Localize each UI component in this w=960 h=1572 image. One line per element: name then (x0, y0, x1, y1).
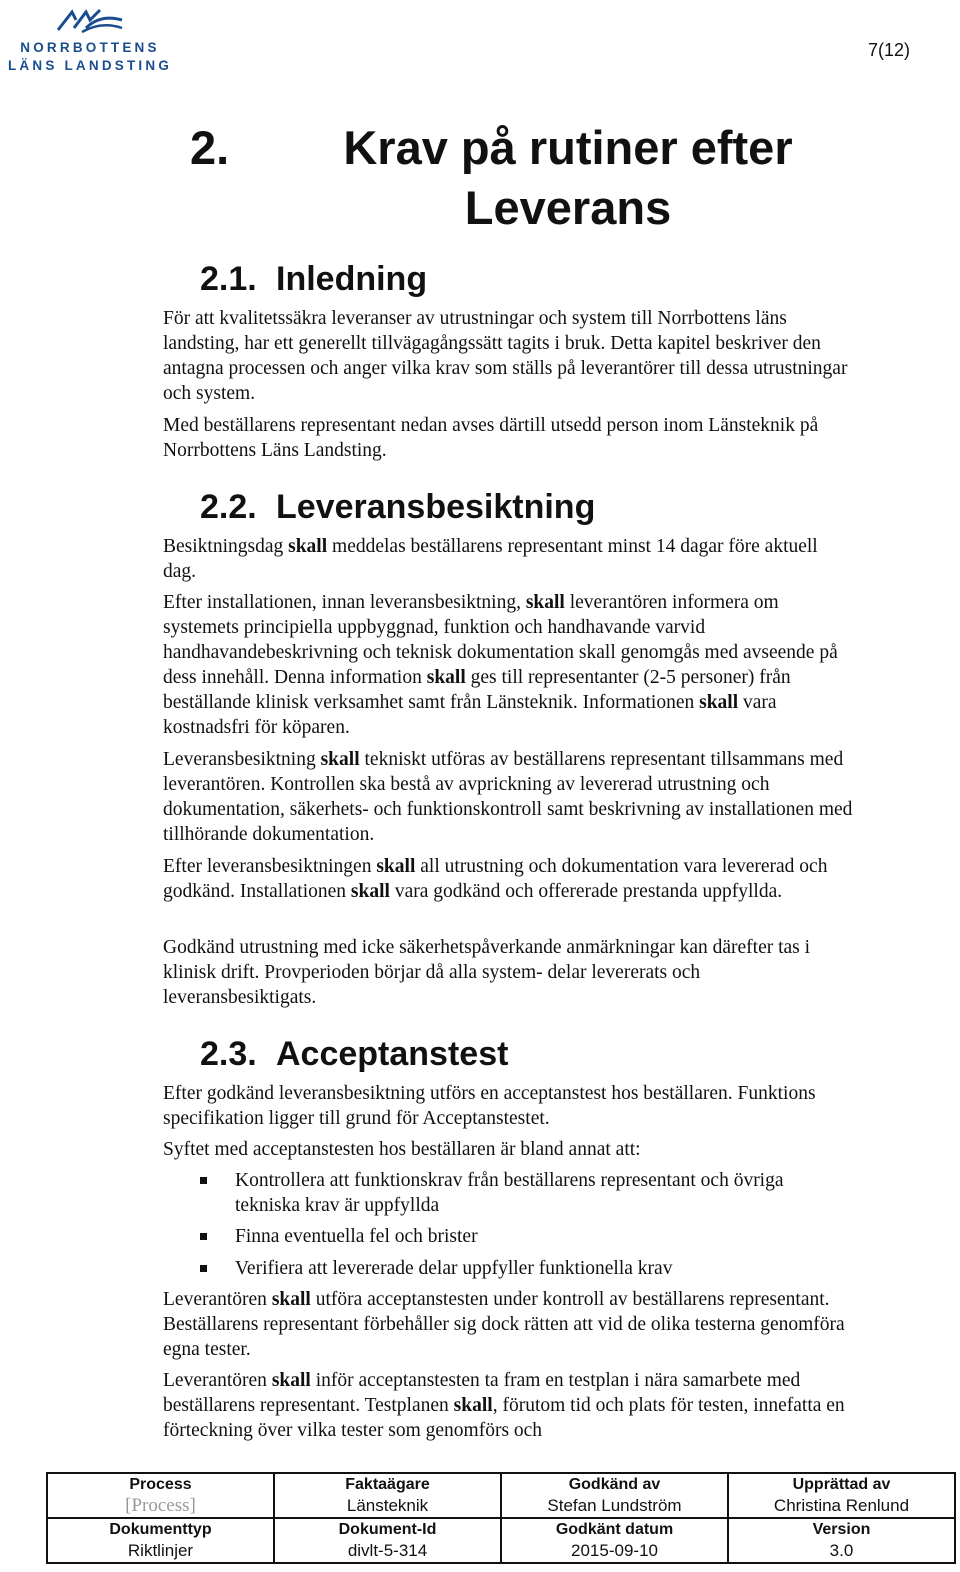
logo-line-2: LÄNS LANDSTING (7, 58, 173, 73)
list-item-text: Verifiera att levererade delar uppfyller funktionella krav (235, 1258, 673, 1279)
table-row (47, 1473, 955, 1518)
page-number: 7(12) (867, 40, 910, 60)
organization-logo (4, 6, 176, 72)
paragraph-2-2-3: Leveransbesiktning skall tekniskt utföras av beställarens representant tillsammans med leverantören. Kontrollen ska bestå av avprickning av levererad utrustning och dokumentation, säkerhets- och funktionskontroll samt beskrivning av installationen med tillhörande dokumentation. (163, 749, 853, 845)
section-title: Acceptanstest (276, 1035, 509, 1073)
section-heading-2-2 (200, 487, 595, 527)
docid-cell: Dokument-Id divlt-5-314 (274, 1518, 501, 1563)
chapter-title (318, 118, 818, 238)
paragraph-2-2-5: Godkänd utrustning med icke säkerhetspåverkande anmärkningar kan därefter tas i klinisk drift. Provperioden börjar då alla system- delar levererats och leveransbesiktigats. (163, 937, 811, 1008)
section-title: Leveransbesiktning (276, 488, 596, 526)
process-cell: Process [Process] (47, 1473, 274, 1518)
paragraph-2-2-1: Besiktningsdag skall meddelas beställarens representant minst 14 dagar före aktuell dag. (163, 536, 818, 582)
table-row (47, 1518, 955, 1563)
bullet-icon (200, 1177, 207, 1184)
bullet-icon (200, 1233, 207, 1240)
paragraph-2-3-3: Leverantören skall utföra acceptanstesten under kontroll av beställarens representant. Beställarens representant förbehåller sig dock rätten att vid de olika testerna genomföra egna tester. (163, 1289, 845, 1360)
paragraph-2-2-4: Efter leveransbesiktningen skall all utrustning och dokumentation vara levererad och godkänd. Installationen skall vara godkänd och offererade prestanda uppfyllda. (163, 856, 828, 902)
paragraph-2-3-4: Leverantören skall inför acceptanstesten ta fram en testplan i nära samarbete med beställarens representant. Testplanen skall, förutom tid och plats för testen, innefatta en förteckning över vilka tester som genomförs och (163, 1370, 845, 1441)
approved-date-cell: Godkänt datum 2015-09-10 (501, 1518, 728, 1563)
paragraph-2-2-2: Efter installationen, innan leveransbesiktning, skall leverantören informera om systemets principiella uppbyggnad, funktion och handhavande varvid handhavandebeskrivning och teknisk dokumentation skall genomgås med avseende på dess innehåll. Denna information skall ges till representanter (2-5 personer) från beställande klinisk verksamhet samt från Länsteknik. Informationen skall vara kostnadsfri för köparen. (163, 592, 838, 738)
section-number: 2.1. (200, 260, 257, 298)
chapter-title-line-2: Leverans (464, 181, 672, 234)
doctype-cell: Dokumenttyp Riktlinjer (47, 1518, 274, 1563)
paragraph-2-1-1: För att kvalitetssäkra leveranser av utrustningar och system till Norrbottens läns landsting, har ett generellt tillvägagångssätt tagits i bruk. Detta kapitel beskriver den antagna processen och anger vilka krav som ställs på leverantörer till dessa utrustningar och system. (163, 308, 848, 404)
section-heading-2-3 (200, 1034, 508, 1074)
section-number: 2.2. (200, 488, 257, 526)
owner-cell: Faktaägare Länsteknik (274, 1473, 501, 1518)
list-item-text: Kontrollera att funktionskrav från beställarens representant och övriga tekniska krav är uppfyllda (235, 1170, 784, 1216)
bullet-icon (200, 1265, 207, 1272)
list-item-text: Finna eventuella fel och brister (235, 1226, 478, 1247)
version-cell: Version 3.0 (728, 1518, 955, 1563)
approved-by-cell: Godkänd av Stefan Lundström (501, 1473, 728, 1518)
section-number: 2.3. (200, 1035, 257, 1073)
created-by-cell: Upprättad av Christina Renlund (728, 1473, 955, 1518)
paragraph-2-3-1: Efter godkänd leveransbesiktning utförs en acceptanstest hos beställaren. Funktions specifikation ligger till grund för Acceptanstestet. (163, 1083, 816, 1129)
paragraph-2-3-2: Syftet med acceptanstesten hos beställaren är bland annat att: (163, 1139, 641, 1160)
section-heading-2-1 (200, 259, 427, 299)
section-title: Inledning (276, 260, 428, 298)
norrbottens-lans-landsting-logo-icon (56, 6, 126, 36)
document-info-table (46, 1472, 956, 1564)
paragraph-2-1-2: Med beställarens representant nedan avses därtill utsedd person inom Länsteknik på Norrbottens Läns Landsting. (163, 415, 819, 461)
chapter-number: 2. (190, 121, 230, 174)
logo-line-1: NORRBOTTENS (20, 40, 160, 55)
chapter-title-line-1: Krav på rutiner efter (343, 121, 793, 174)
